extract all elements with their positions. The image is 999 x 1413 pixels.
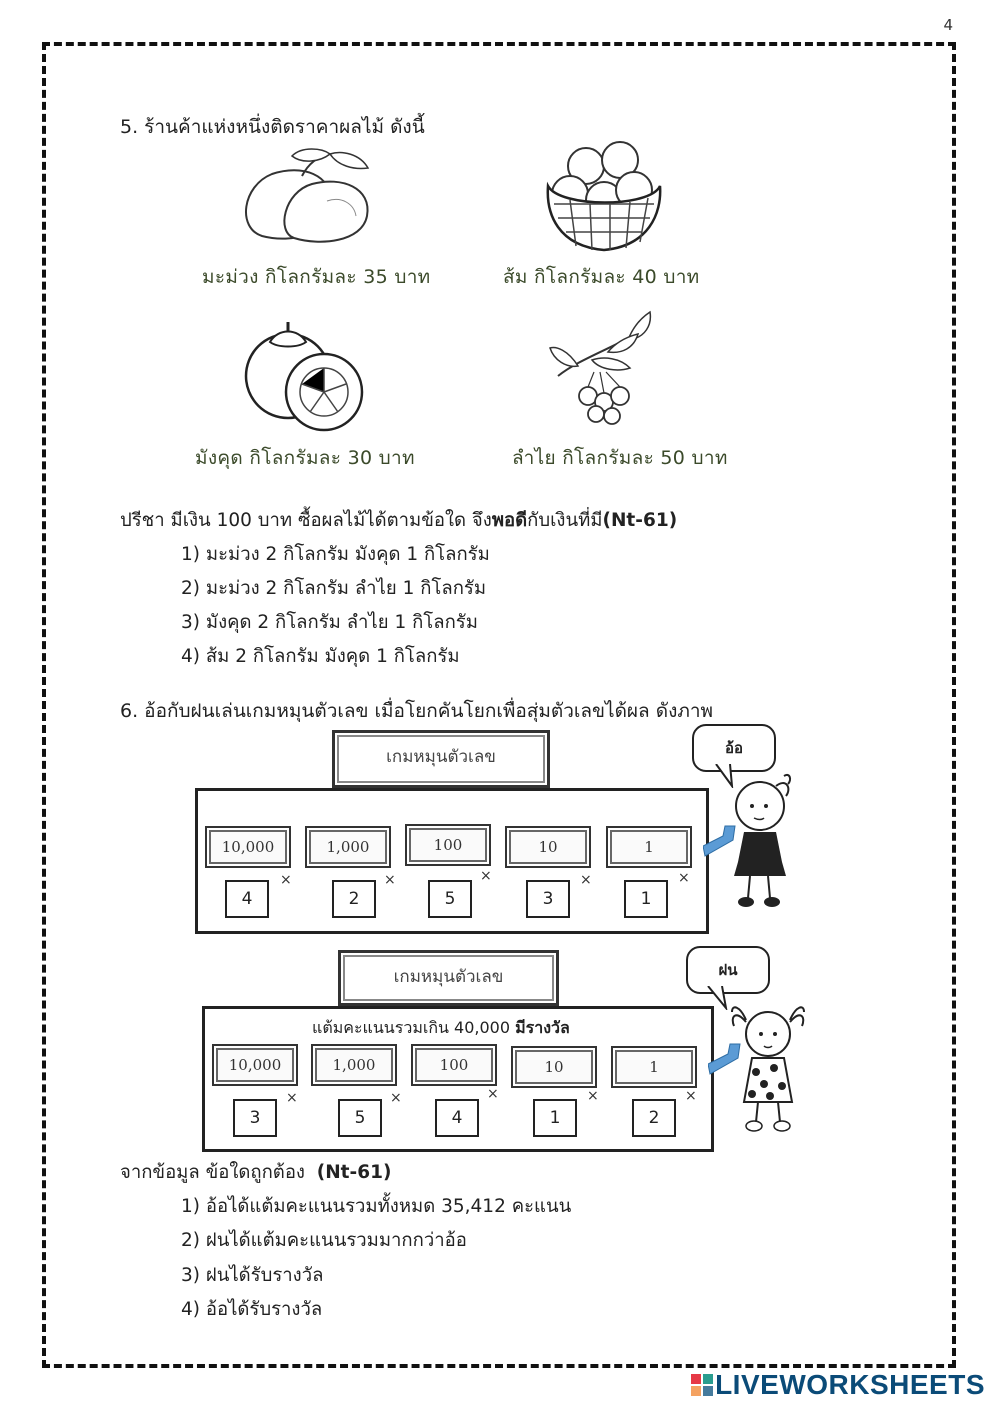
q6-option-2[interactable]: 2) ฝนได้แต้มคะแนนรวมมากกว่าอ้อ bbox=[181, 1230, 467, 1251]
game-1-digit-4: 3 bbox=[526, 880, 570, 918]
girl-fon-icon bbox=[730, 998, 806, 1136]
game-2-place-100: 100 bbox=[411, 1044, 497, 1086]
longan-icon bbox=[548, 310, 668, 428]
fruit-price-orange: ส้ม กิโลกรัมละ 40 บาท bbox=[503, 266, 700, 288]
fruit-price-mangosteen: มังคุด กิโลกรัมละ 30 บาท bbox=[195, 447, 415, 469]
game-2-place-10: 10 bbox=[511, 1046, 597, 1088]
game-2-title: เกมหมุนตัวเลข bbox=[338, 950, 559, 1006]
game-1-times-3: × bbox=[480, 868, 492, 884]
mangosteen-icon bbox=[240, 318, 370, 436]
game-2-times-5: × bbox=[685, 1088, 697, 1104]
q5-option-2[interactable]: 2) มะม่วง 2 กิโลกรัม ลำไย 1 กิโลกรัม bbox=[181, 578, 487, 599]
fruit-price-longan: ลำไย กิโลกรัมละ 50 บาท bbox=[512, 447, 728, 469]
game-2-times-1: × bbox=[286, 1090, 298, 1106]
mango-icon bbox=[232, 146, 382, 246]
game-2-place-10000: 10,000 bbox=[212, 1044, 298, 1086]
q6-option-3[interactable]: 3) ฝนได้รับรางวัล bbox=[181, 1265, 324, 1286]
game-2-reward-rule: แต้มคะแนนรวมเกิน 40,000 มีรางวัล bbox=[312, 1018, 570, 1037]
game-2-digit-2: 5 bbox=[338, 1099, 382, 1137]
question-5-stem: ปรีชา มีเงิน 100 บาท ซื้อผลไม้ได้ตามข้อใด จึงพอดีกับเงินที่มี(Nt-61) bbox=[120, 510, 678, 531]
game-1-digit-2: 2 bbox=[332, 880, 376, 918]
game-2-digit-5: 2 bbox=[632, 1099, 676, 1137]
speech-bubble-aor: อ้อ bbox=[692, 724, 776, 772]
liveworksheets-logo[interactable] bbox=[691, 1369, 985, 1401]
game-1-digit-1: 4 bbox=[225, 880, 269, 918]
page-number: 4 bbox=[943, 16, 953, 34]
game-2-digit-4: 1 bbox=[533, 1099, 577, 1137]
game-2-place-1000: 1,000 bbox=[311, 1044, 397, 1086]
q5-option-3[interactable]: 3) มังคุด 2 กิโลกรัม ลำไย 1 กิโลกรัม bbox=[181, 612, 478, 633]
question-5-title: 5. ร้านค้าแห่งหนึ่งติดราคาผลไม้ ดังนี้ bbox=[120, 116, 425, 138]
game-1-times-1: × bbox=[280, 872, 292, 888]
game-1-place-10000: 10,000 bbox=[205, 826, 291, 868]
logo-text: LIVEWORKSHEETS bbox=[715, 1369, 985, 1400]
orange-basket-icon bbox=[540, 134, 670, 254]
girl-aor-icon bbox=[724, 766, 794, 912]
speech-bubble-fon: ฝน bbox=[686, 946, 770, 994]
game-2-digit-1: 3 bbox=[233, 1099, 277, 1137]
q5-option-4[interactable]: 4) ส้ม 2 กิโลกรัม มังคุด 1 กิโลกรัม bbox=[181, 646, 460, 667]
game-1-place-100: 100 bbox=[405, 824, 491, 866]
game-2-place-1: 1 bbox=[611, 1046, 697, 1088]
game-2-digit-3: 4 bbox=[435, 1099, 479, 1137]
game-1-title: เกมหมุนตัวเลข bbox=[332, 730, 550, 788]
game-1-place-1000: 1,000 bbox=[305, 826, 391, 868]
question-6-stem: จากข้อมูล ข้อใดถูกต้อง (Nt-61) bbox=[120, 1162, 392, 1183]
game-1-place-10: 10 bbox=[505, 826, 591, 868]
game-1-digit-3: 5 bbox=[428, 880, 472, 918]
game-2-times-3: × bbox=[487, 1086, 499, 1102]
game-2-times-2: × bbox=[390, 1090, 402, 1106]
question-6-title: 6. อ้อกับฝนเล่นเกมหมุนตัวเลข เมื่อโยกคันโยกเพื่อสุ่มตัวเลขได้ผล ดังภาพ bbox=[120, 700, 714, 722]
game-1-place-1: 1 bbox=[606, 826, 692, 868]
fruit-price-mango: มะม่วง กิโลกรัมละ 35 บาท bbox=[202, 266, 431, 288]
game-1-times-4: × bbox=[580, 872, 592, 888]
game-1-digit-5: 1 bbox=[624, 880, 668, 918]
q6-option-4[interactable]: 4) อ้อได้รับรางวัล bbox=[181, 1299, 323, 1320]
liveworksheets-mark-icon bbox=[691, 1374, 713, 1396]
q5-option-1[interactable]: 1) มะม่วง 2 กิโลกรัม มังคุด 1 กิโลกรัม bbox=[181, 544, 490, 565]
game-2-times-4: × bbox=[587, 1088, 599, 1104]
game-1-times-2: × bbox=[384, 872, 396, 888]
q6-option-1[interactable]: 1) อ้อได้แต้มคะแนนรวมทั้งหมด 35,412 คะแนน bbox=[181, 1196, 572, 1217]
game-1-times-5: × bbox=[678, 870, 690, 886]
